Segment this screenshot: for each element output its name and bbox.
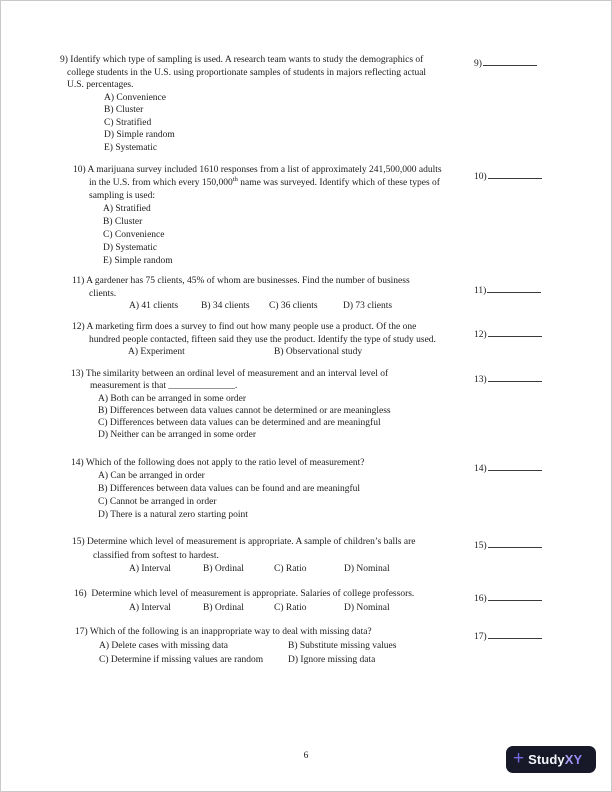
question-13-text: The similarity between an ordinal level of measurement and an interval level of: [85, 369, 389, 379]
question-10-line2-post: name was surveyed. Identify which of these types of: [237, 178, 440, 188]
question-10-line3: sampling is used:: [89, 191, 155, 201]
question-14-number: 14): [71, 458, 84, 468]
answer-blank-line: [488, 589, 542, 601]
question-14: [71, 457, 364, 522]
question-13-option-a: A) Both can be arranged in some order: [98, 393, 246, 404]
answer-label-9: 9): [474, 59, 482, 69]
answer-label-15: 15): [474, 541, 487, 551]
question-13-option-d: D) Neither can be arranged in some order: [98, 430, 256, 441]
question-16-option-d: D) Nominal: [344, 603, 390, 613]
question-14-option-c: C) Cannot be arranged in order: [98, 497, 217, 507]
plus-icon: +: [513, 748, 525, 769]
question-10-text: A marijuana survey included 1610 responses from a list of approximately 241,500,000 adults: [87, 165, 442, 175]
question-11-text: A gardener has 75 clients, 45% of whom are businesses. Find the number of business: [86, 276, 410, 286]
page-number: 6: [303, 751, 309, 761]
answer-blank-10: [474, 167, 542, 182]
question-9-option-a: A) Convenience: [104, 92, 166, 103]
question-10: [73, 164, 442, 268]
question-17-text: Which of the following is an inappropriate way to deal with missing data?: [89, 627, 372, 637]
question-12-option-b: B) Observational study: [274, 347, 363, 357]
logo-text-study: Study: [528, 752, 565, 767]
question-17-options-row1: [75, 639, 396, 653]
question-16-text: Determine which level of measurement is appropriate. Salaries of college professors.: [91, 589, 415, 599]
question-12-text: A marketing firm does a survey to find out how many people use a product. Of the one: [86, 322, 417, 332]
answer-blank-9: [474, 54, 537, 69]
studyxy-logo[interactable]: [506, 746, 596, 773]
answer-blank-line: [488, 167, 542, 179]
question-11-line1: [72, 275, 410, 288]
question-9: [60, 54, 426, 154]
question-16-option-a: A) Interval: [129, 603, 171, 613]
question-13: [71, 368, 391, 442]
question-10-superscript: th: [232, 175, 238, 183]
answer-blank-line: [488, 536, 542, 548]
question-9-line2: college students in the U.S. using proportionate samples of students in majors reflecting actual: [67, 67, 427, 78]
question-15-text: Determine which level of measurement is appropriate. A sample of children’s balls are: [87, 537, 416, 547]
question-12-number: 12): [72, 322, 85, 332]
question-13-line1: [71, 368, 391, 380]
question-9-option-d: D) Simple random: [104, 130, 175, 140]
question-15-option-a: A) Interval: [129, 564, 171, 574]
question-14-option-a: A) Can be arranged in order: [98, 471, 205, 481]
answer-blank-line: [488, 370, 542, 382]
answer-blank-16: [474, 589, 542, 604]
question-11: [72, 275, 410, 313]
question-14-text: Which of the following does not apply to the ratio level of measurement?: [85, 458, 365, 468]
question-10-option-b: B) Cluster: [103, 217, 143, 227]
answer-blank-15: [474, 536, 542, 551]
question-17: [75, 625, 396, 667]
answer-label-10: 10): [474, 172, 487, 182]
question-17-option-d: D) Ignore missing data: [288, 655, 376, 665]
question-15-number: 15): [72, 537, 85, 547]
question-9-option-c: C) Stratified: [104, 117, 152, 128]
question-15-line1: [72, 536, 415, 550]
answer-blank-line: [488, 627, 542, 639]
question-16-options-row: [74, 601, 414, 615]
answer-label-11: 11): [474, 286, 487, 296]
question-15-options-row: [72, 563, 415, 577]
question-12-line1: [72, 321, 436, 334]
question-11-option-d: D) 73 clients: [343, 301, 393, 311]
question-10-line1: [73, 164, 442, 177]
question-10-option-e: E) Simple random: [103, 256, 173, 266]
question-17-option-b: B) Substitute missing values: [288, 641, 397, 651]
answer-blank-11: [474, 281, 541, 296]
answer-label-12: 12): [474, 330, 487, 340]
question-10-number: 10): [73, 165, 86, 175]
question-17-number: 17): [75, 627, 88, 637]
question-13-line2: measurement is that ______________.: [90, 381, 238, 392]
question-10-line2: [73, 177, 442, 190]
question-16-number: 16): [74, 589, 87, 599]
question-16-option-b: B) Ordinal: [203, 603, 244, 613]
question-10-option-d: D) Systematic: [103, 243, 158, 253]
answer-label-14: 14): [474, 464, 487, 474]
answer-blank-12: [474, 325, 542, 340]
question-16-line1: [74, 587, 414, 601]
question-14-line1: [71, 457, 364, 470]
answer-blank-line: [488, 459, 542, 471]
question-15-option-b: B) Ordinal: [203, 564, 244, 574]
logo-text-xy: XY: [564, 752, 583, 767]
question-9-option-b: B) Cluster: [104, 105, 144, 115]
answer-blank-13: [474, 370, 542, 385]
question-17-option-c: C) Determine if missing values are random: [99, 655, 264, 665]
question-10-option-c: C) Convenience: [103, 230, 165, 240]
answer-label-16: 16): [474, 594, 487, 604]
question-11-options-row: [72, 300, 410, 313]
question-15: [72, 536, 415, 577]
answer-blank-line: [487, 281, 541, 293]
question-15-option-d: D) Nominal: [344, 564, 390, 574]
question-9-line3: U.S. percentages.: [67, 80, 134, 90]
answer-blank-line: [488, 325, 542, 337]
question-11-line2: clients.: [89, 288, 117, 299]
studyxy-logo-text: [528, 752, 582, 767]
question-15-line2: classified from softest to hardest.: [93, 550, 219, 561]
question-16: [74, 587, 414, 615]
question-13-option-b: B) Differences between data values cannot be determined or are meaningless: [98, 405, 391, 416]
question-12-options-row: [72, 346, 436, 359]
question-13-option-c: C) Differences between data values can be determined and are meaningful: [98, 418, 381, 429]
question-12-option-a: A) Experiment: [128, 347, 185, 357]
question-13-number: 13): [71, 369, 84, 379]
question-17-options-row2: [75, 653, 396, 667]
question-12: [72, 321, 436, 359]
question-11-option-a: A) 41 clients: [129, 301, 179, 311]
question-11-number: 11): [72, 276, 85, 286]
question-10-option-a: A) Stratified: [103, 204, 151, 214]
question-9-option-e: E) Systematic: [104, 142, 158, 153]
question-16-option-c: C) Ratio: [274, 603, 307, 613]
answer-blank-line: [483, 54, 537, 66]
question-11-option-c: C) 36 clients: [269, 301, 318, 311]
question-15-option-c: C) Ratio: [274, 564, 307, 574]
question-14-option-b: B) Differences between data values can be found and are meaningful: [98, 484, 361, 494]
answer-label-13: 13): [474, 375, 487, 385]
question-10-line2-pre: in the U.S. from which every 150,000: [89, 178, 233, 188]
answer-blank-14: [474, 459, 542, 474]
question-9-text: Identify which type of sampling is used. A research team wants to study the demographics of: [70, 55, 424, 65]
answer-label-17: 17): [474, 632, 487, 642]
question-17-line1: [75, 625, 396, 639]
answer-blank-17: [474, 627, 542, 642]
question-11-option-b: B) 34 clients: [201, 301, 250, 311]
question-14-option-d: D) There is a natural zero starting point: [98, 510, 248, 520]
question-9-line1: [60, 54, 426, 67]
question-12-line2: hundred people contacted, fifteen said they use the product. Identify the type of study used.: [89, 334, 436, 345]
question-9-number: 9): [60, 55, 68, 65]
question-17-option-a: A) Delete cases with missing data: [99, 641, 229, 651]
